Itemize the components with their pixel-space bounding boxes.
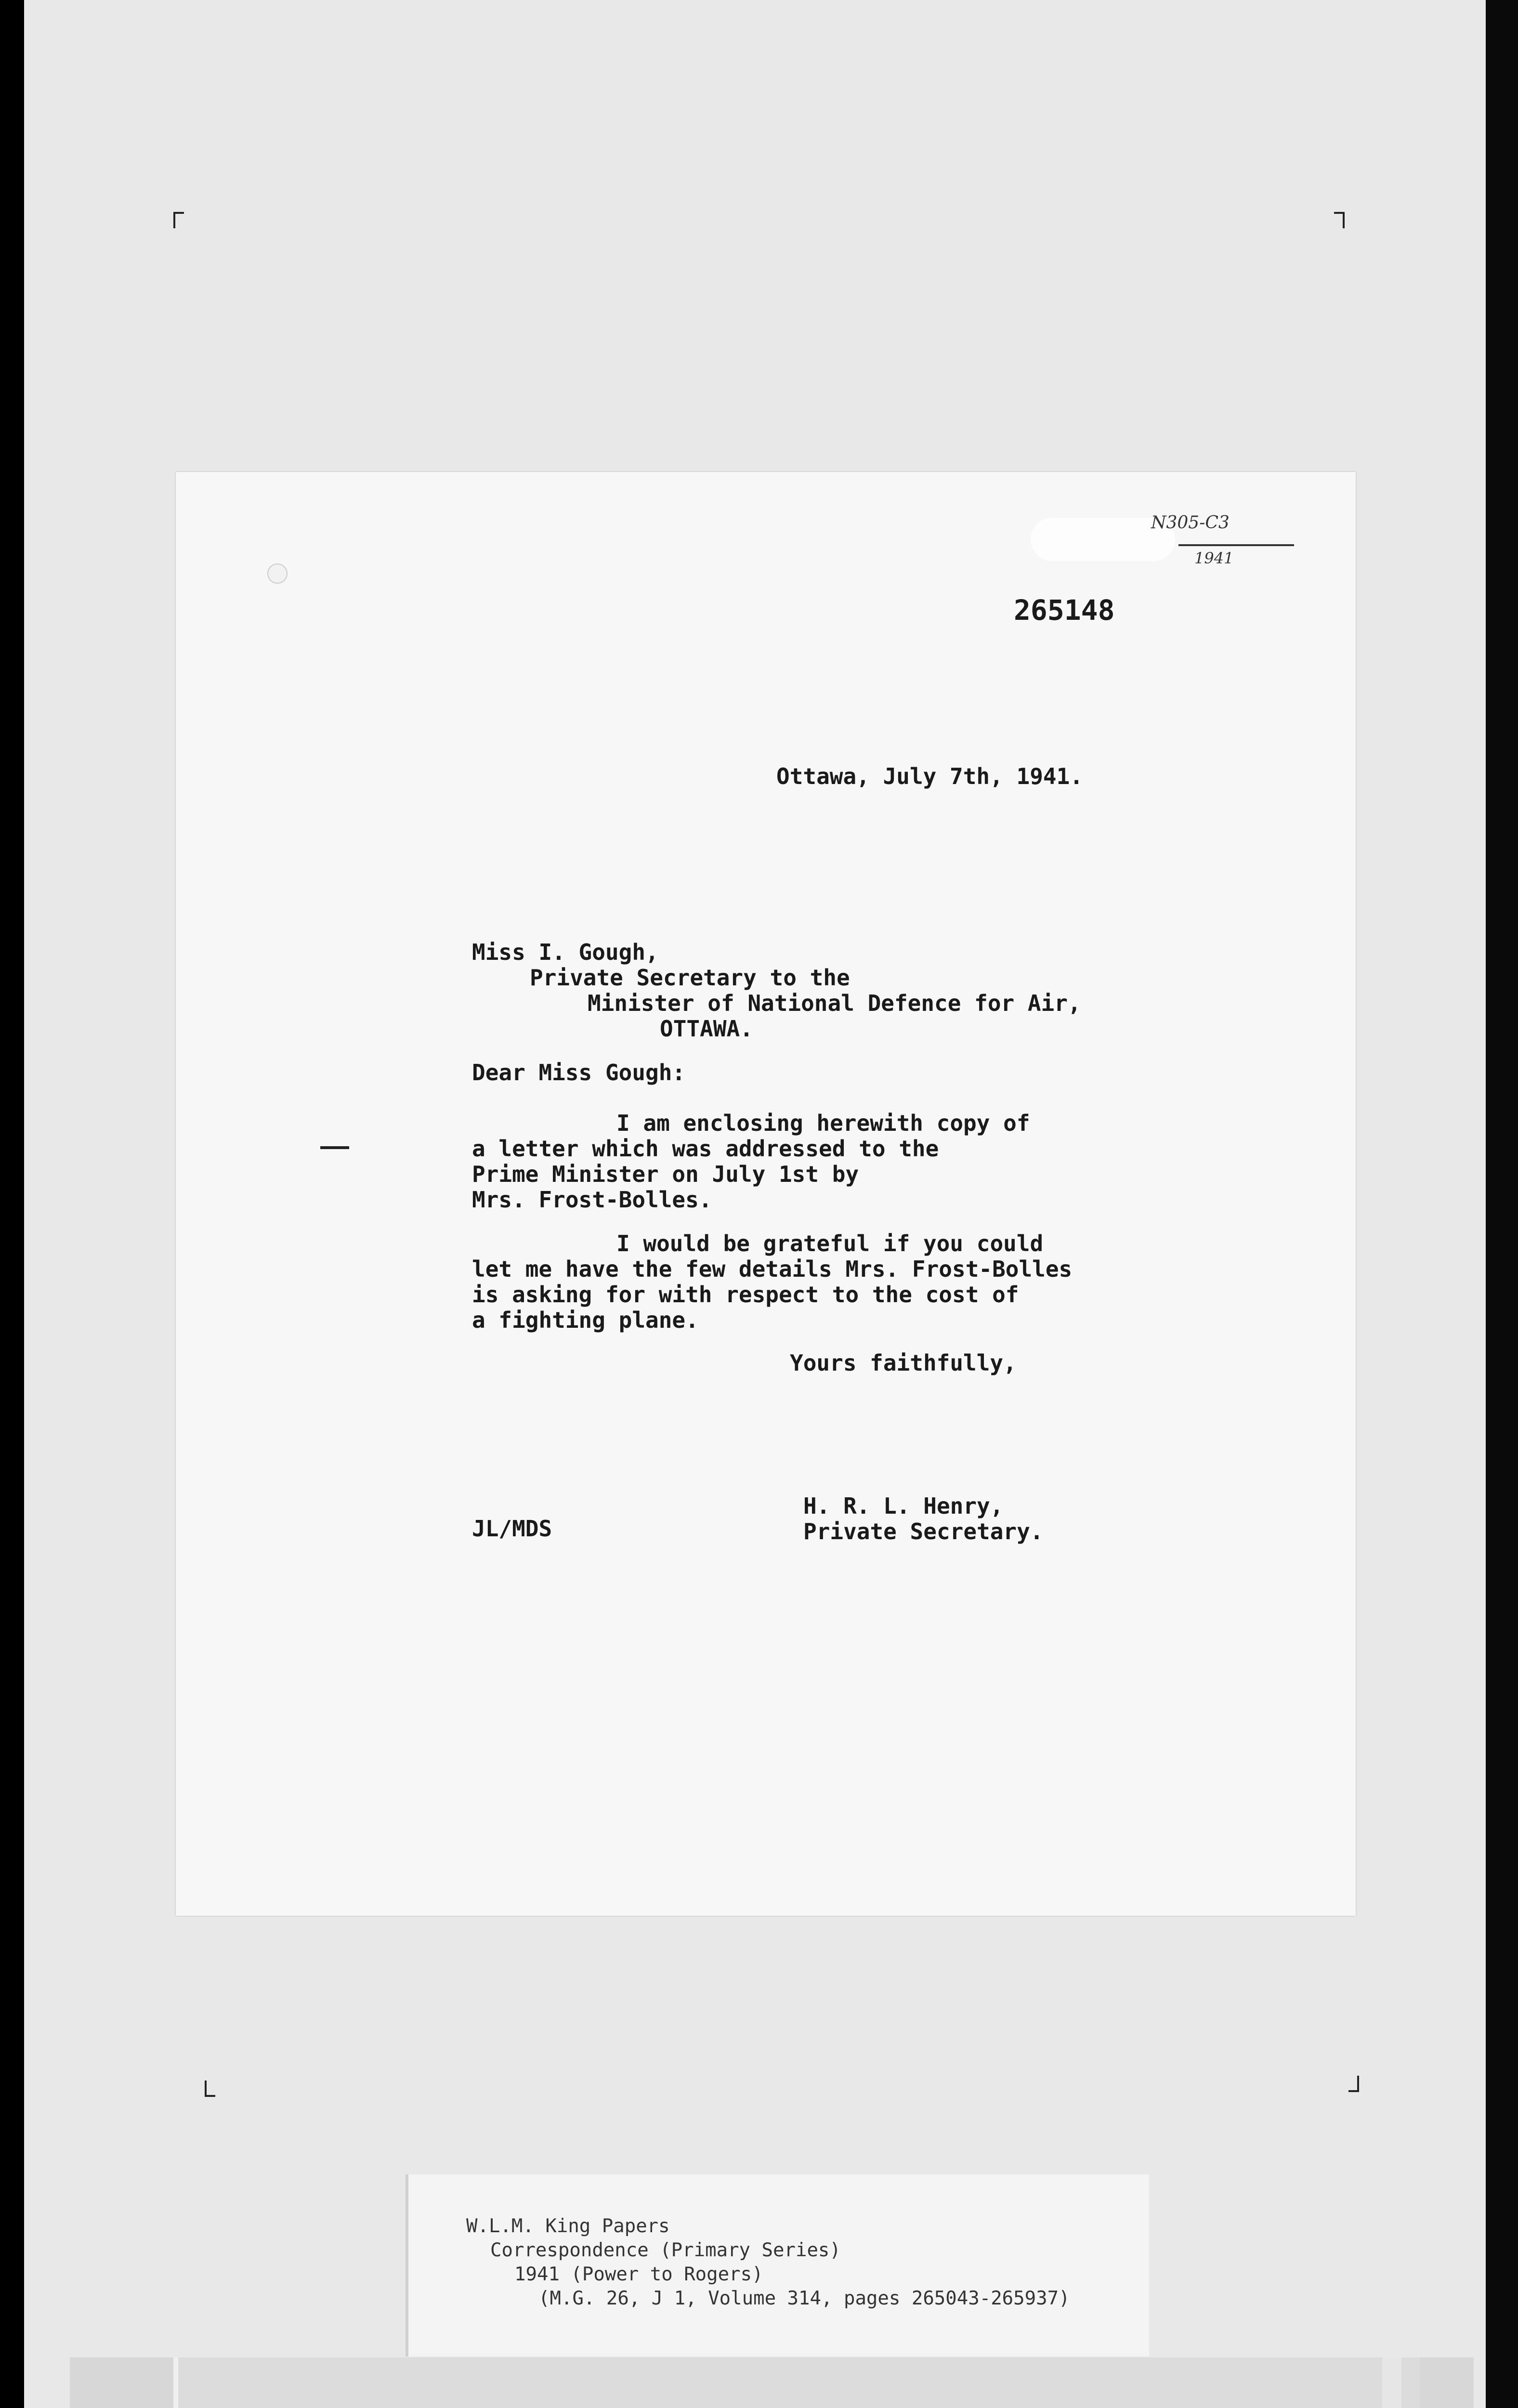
paragraph1-line-1: I am enclosing herewith copy of [616, 1110, 1030, 1136]
paragraph2-line-4: a fighting plane. [472, 1307, 699, 1333]
handwritten-reference: N305-C3 [1151, 513, 1230, 533]
signature-name: H. R. L. Henry, [803, 1493, 1004, 1519]
catalog-line-4: (M.G. 26, J 1, Volume 314, pages 265043-265937) [538, 2288, 1070, 2309]
paragraph2-line-3: is asking for with respect to the cost of [472, 1282, 1019, 1308]
punch-hole [267, 563, 288, 584]
dateline: Ottawa, July 7th, 1941. [776, 763, 1083, 789]
right-border [1486, 0, 1518, 2408]
paragraph1-line-4: Mrs. Frost-Bolles. [472, 1187, 712, 1213]
recipient-line-3: Minister of National Defence for Air, [588, 990, 1081, 1016]
paragraph2-line-2: let me have the few details Mrs. Frost-Bolles [472, 1256, 1073, 1282]
archives-stamp-panel [70, 2357, 1474, 2408]
salutation: Dear Miss Gough: [472, 1060, 686, 1086]
corner-mark-bottom-right [1348, 2076, 1359, 2092]
catalog-line-2: Correspondence (Primary Series) [490, 2239, 841, 2261]
handwritten-year: 1941 [1194, 549, 1234, 567]
archives-inner-panel [176, 2357, 1420, 2408]
signature-title: Private Secretary. [803, 1518, 1044, 1544]
closing: Yours faithfully, [790, 1350, 1017, 1376]
panel-edge-left [173, 2357, 178, 2408]
reference-initials: JL/MDS [472, 1516, 552, 1542]
letter-sheet [176, 472, 1356, 1916]
catalog-line-3: 1941 (Power to Rogers) [514, 2264, 763, 2285]
panel-edge-right [1382, 2357, 1401, 2408]
paragraph1-line-2: a letter which was addressed to the [472, 1136, 939, 1162]
recipient-line-2: Private Secretary to the [530, 965, 850, 991]
paragraph2-line-1: I would be grateful if you could [616, 1230, 1044, 1256]
paragraph1-line-3: Prime Minister on July 1st by [472, 1161, 859, 1187]
recipient-line-1: Miss I. Gough, [472, 939, 659, 965]
handwritten-underline [1178, 544, 1294, 546]
corner-mark-top-right [1334, 212, 1345, 228]
corner-mark-bottom-left [205, 2081, 215, 2097]
corner-mark-top-left [173, 212, 184, 228]
catalog-label [406, 2174, 1149, 2356]
document-number: 265148 [1014, 594, 1115, 627]
catalog-line-1: W.L.M. King Papers [466, 2215, 670, 2237]
recipient-line-4: OTTAWA. [660, 1016, 753, 1042]
margin-dash-mark [320, 1146, 349, 1149]
